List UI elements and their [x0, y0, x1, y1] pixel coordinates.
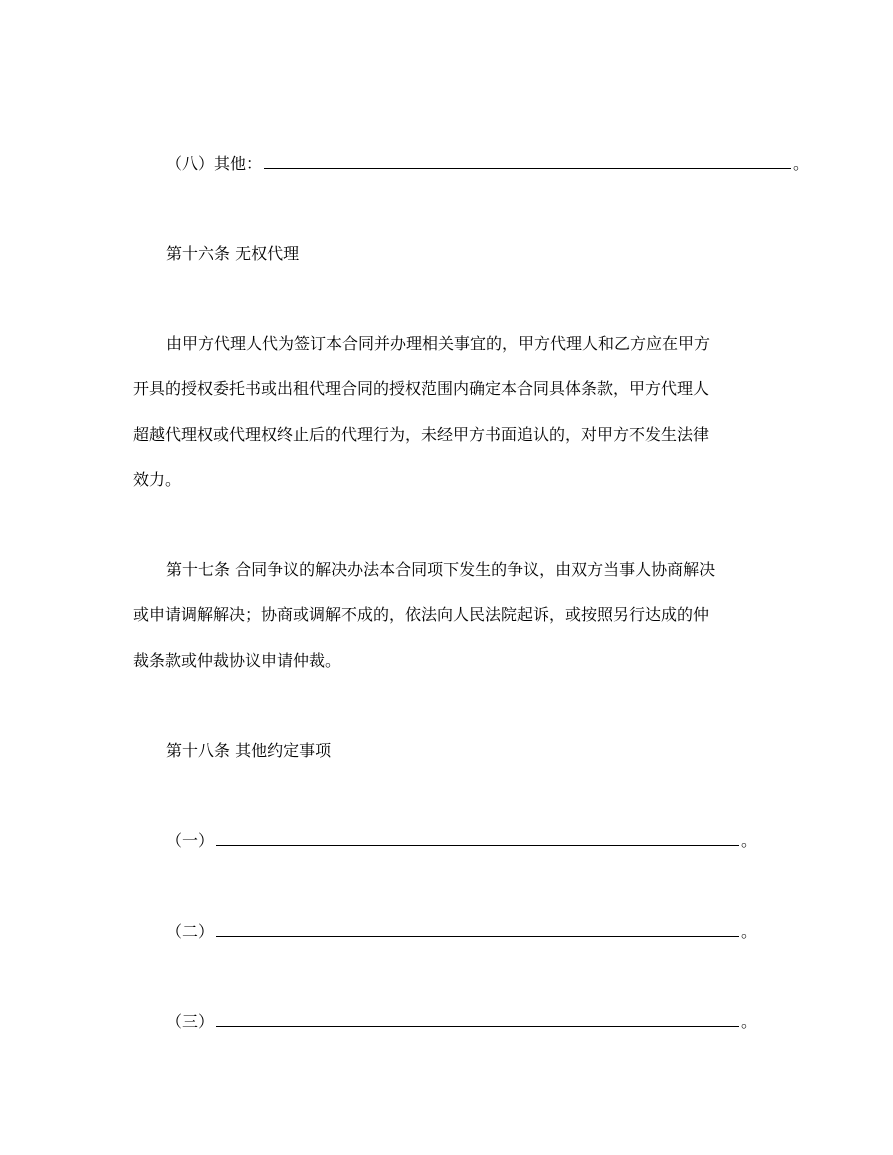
article-16-line-4: 效力。 — [133, 470, 182, 489]
article-18-item-1 — [166, 831, 757, 851]
item-8-line — [166, 154, 809, 174]
item-8-blank[interactable] — [264, 154, 791, 169]
item-end: 。 — [741, 831, 758, 850]
article-18-item-3 — [166, 1012, 757, 1032]
article-17-line-1: 第十七条 合同争议的解决办法本合同项下发生的争议，由双方当事人协商解决 — [166, 560, 716, 579]
item-end: 。 — [741, 922, 758, 941]
article-18-item-2 — [166, 922, 757, 942]
article-16-line-1: 由甲方代理人代为签订本合同并办理相关事宜的，甲方代理人和乙方应在甲方 — [166, 334, 711, 353]
article-16-heading: 第十六条 无权代理 — [166, 244, 300, 263]
item-blank[interactable] — [216, 831, 739, 846]
article-16-line-3: 超越代理权或代理权终止后的代理行为，未经甲方书面追认的，对甲方不发生法律 — [133, 425, 710, 444]
item-8-label: （八）其他： — [166, 154, 263, 173]
article-17-line-2: 或申请调解解决；协商或调解不成的，依法向人民法院起诉，或按照另行达成的仲 — [133, 605, 710, 624]
item-8-end: 。 — [793, 154, 810, 173]
item-label: （二） — [166, 922, 215, 941]
item-blank[interactable] — [216, 1012, 739, 1027]
item-label: （一） — [166, 831, 215, 850]
item-label: （三） — [166, 1012, 215, 1031]
article-18-heading: 第十八条 其他约定事项 — [166, 741, 332, 760]
article-17-line-3: 裁条款或仲裁协议申请仲裁。 — [133, 651, 342, 670]
article-16-line-2: 开具的授权委托书或出租代理合同的授权范围内确定本合同具体条款，甲方代理人 — [133, 379, 710, 398]
item-end: 。 — [741, 1012, 758, 1031]
item-blank[interactable] — [216, 922, 739, 937]
